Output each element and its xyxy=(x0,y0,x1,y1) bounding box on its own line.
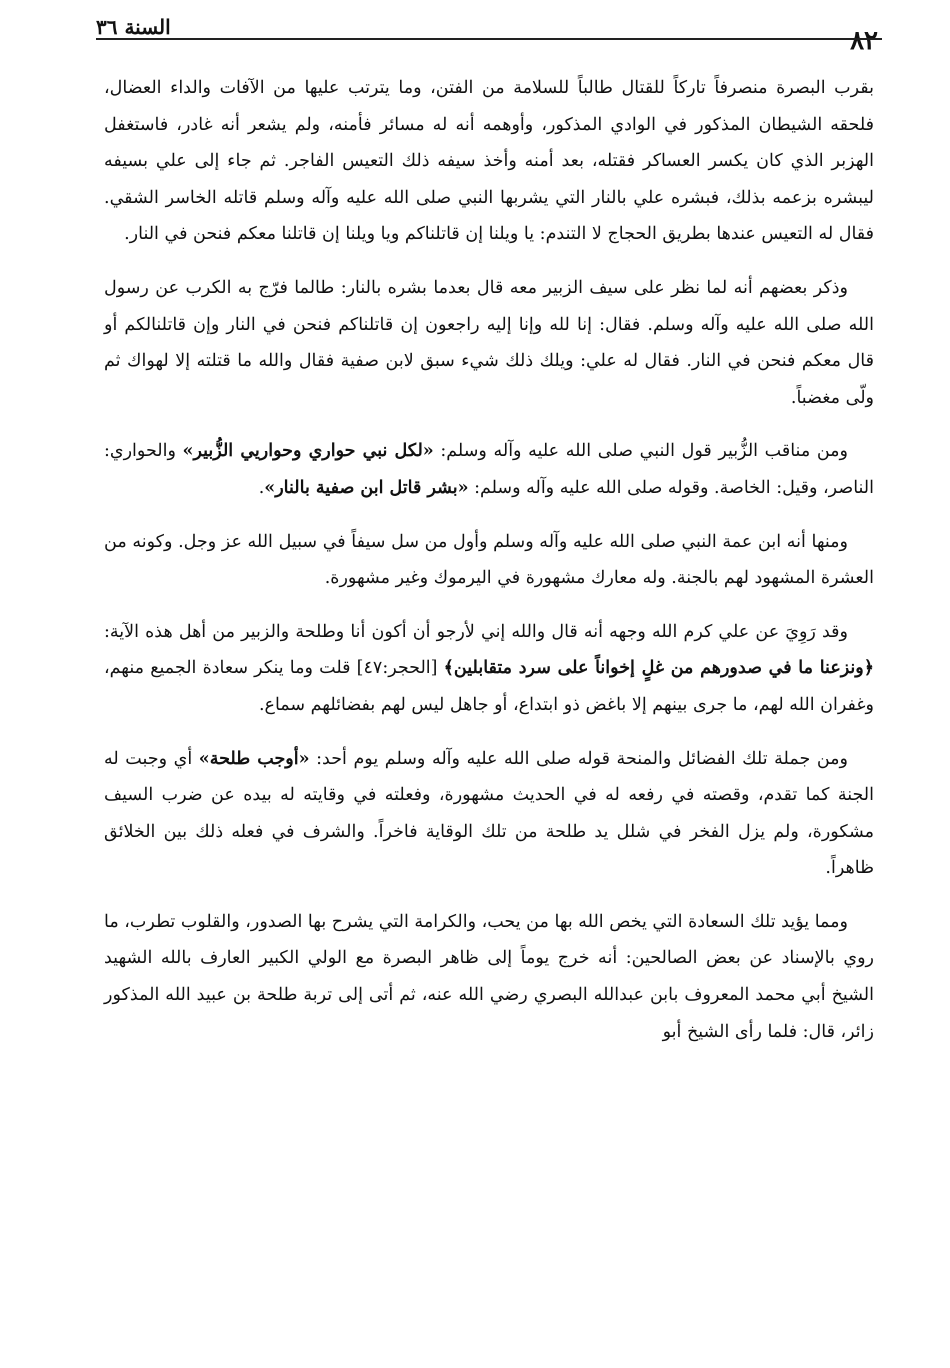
paragraph xyxy=(104,741,874,887)
text-segment: ومن جملة تلك الفضائل والمنحة قوله صلى الله عليه وآله وسلم يوم أحد: xyxy=(309,748,849,769)
paragraph xyxy=(104,270,874,416)
running-head: السنة ٣٦ xyxy=(96,15,171,39)
paragraph xyxy=(104,904,874,1050)
quran-verse: ﴿ونزعنا ما في صدورهم من غلٍ إخواناً على سرد متقابلين﴾ xyxy=(443,658,875,679)
text-segment: وذكر بعضهم أنه لما نظر على سيف الزبير معه قال بعدما بشره بالنار: طالما فرّج به الكرب عن رسول الله صلى الله عليه وآله وسلم. فقال: إنا لله وإنا إليه راجعون إن قاتلناكم فنحن في النار وإن قاتلنالكم أو قال معكم فنحن في النار. فقال له علي: ويلك ذلك شيء سبق لابن صفية فقال والله ما قتلته إلا لهواك ثم ولّى مغضباً. xyxy=(104,277,874,408)
text-segment: أي وجبت له الجنة كما تقدم، وقصته في رفعه له في الحديث مشهورة، وفعلته في وقايته له بيده عن ضرب السيف مشكورة، ولم يزل الفخر في شلل يد طلحة من تلك الوقاية فاخراً. والشرف في فعله ذلك بين الخلائق ظاهراً. xyxy=(104,748,874,879)
hadith-quote: «لكل نبي حواري وحواريي الزُّبير» xyxy=(182,441,434,462)
paragraph xyxy=(104,524,874,597)
page-header xyxy=(96,10,878,56)
page-number: ٨٢ xyxy=(850,26,878,56)
header-rule xyxy=(96,38,882,40)
text-segment: ومنها أنه ابن عمة النبي صلى الله عليه وآله وسلم وأول من سل سيفاً في سبيل الله عز وجل. وكونه من العشرة المشهود لهم بالجنة. وله معارك مشهورة في اليرموك وغير مشهورة. xyxy=(104,531,874,589)
text-segment: [الحجر:٤٧] قلت وما ينكر سعادة الجميع منهم، وغفران الله لهم، ما جرى بينهم إلا باغض ذو ابتداع، أو جاهل ليس لهم بفضائلهم سماع. xyxy=(104,658,874,715)
page-body xyxy=(104,70,874,1067)
text-segment: بقرب البصرة منصرفاً تاركاً للقتال طالباً للسلامة من الفتن، وما يترتب عليها من الآفات والداء العضال، فلحقه الشيطان المذكور في الوادي المذكور، وأوهمه أنه له مسائر فأمنه، ولم يشعر أنه غادر، فاستغفل الهزبر الذي كان يكسر العساكر فقتله، بعد أمنه وأخذ سيفه ذلك التعيس الفاجر. ثم جاء إلى علي بسيفه ليبشره بزعمه بذلك، فبشره علي بالنار التي يشربها النبي صلى الله عليه وآله وسلم قاتله الخاسر الشقي. فقال له التعيس عندها بطريق الحجاج لا التندم: يا ويلنا إن قاتلناكم ويا ويلنا إن قاتلنا معكم فنحن في النار. xyxy=(104,78,874,245)
text-segment: . xyxy=(258,477,265,498)
text-segment: والحواري: الناصر، وقيل: الخاصة. وقوله صلى الله عليه وآله وسلم: xyxy=(104,441,874,498)
text-segment: ومما يؤيد تلك السعادة التي يخص الله بها من يحب، والكرامة التي يشرح بها الصدور، والقلوب تطرب، ما روي بالإسناد عن بعض الصالحين: أنه خرج يوماً إلى ظاهر البصرة مع الولي الكبير العارف بالله الشهيد الشيخ أبي محمد المعروف بابن عبدالله البصري رضي الله عنه، ثم أتى إلى تربة طلحة بن عبيد الله المذكور زائر، قال: فلما رأى الشيخ أبو xyxy=(104,911,874,1042)
paragraph xyxy=(104,433,874,506)
text-segment: وقد رَوِيَ عن علي كرم الله وجهه أنه قال والله إني لأرجو أن أكون أنا وطلحة والزبير من أهل هذه الآية: xyxy=(104,621,848,642)
paragraph xyxy=(104,614,874,724)
hadith-quote: «بشر قاتل ابن صفية بالنار» xyxy=(264,477,469,498)
hadith-quote: «أوجب طلحة» xyxy=(198,748,310,769)
text-segment: ومن مناقب الزُّبير قول النبي صلى الله عليه وآله وسلم: xyxy=(433,441,849,462)
paragraph xyxy=(104,70,874,253)
